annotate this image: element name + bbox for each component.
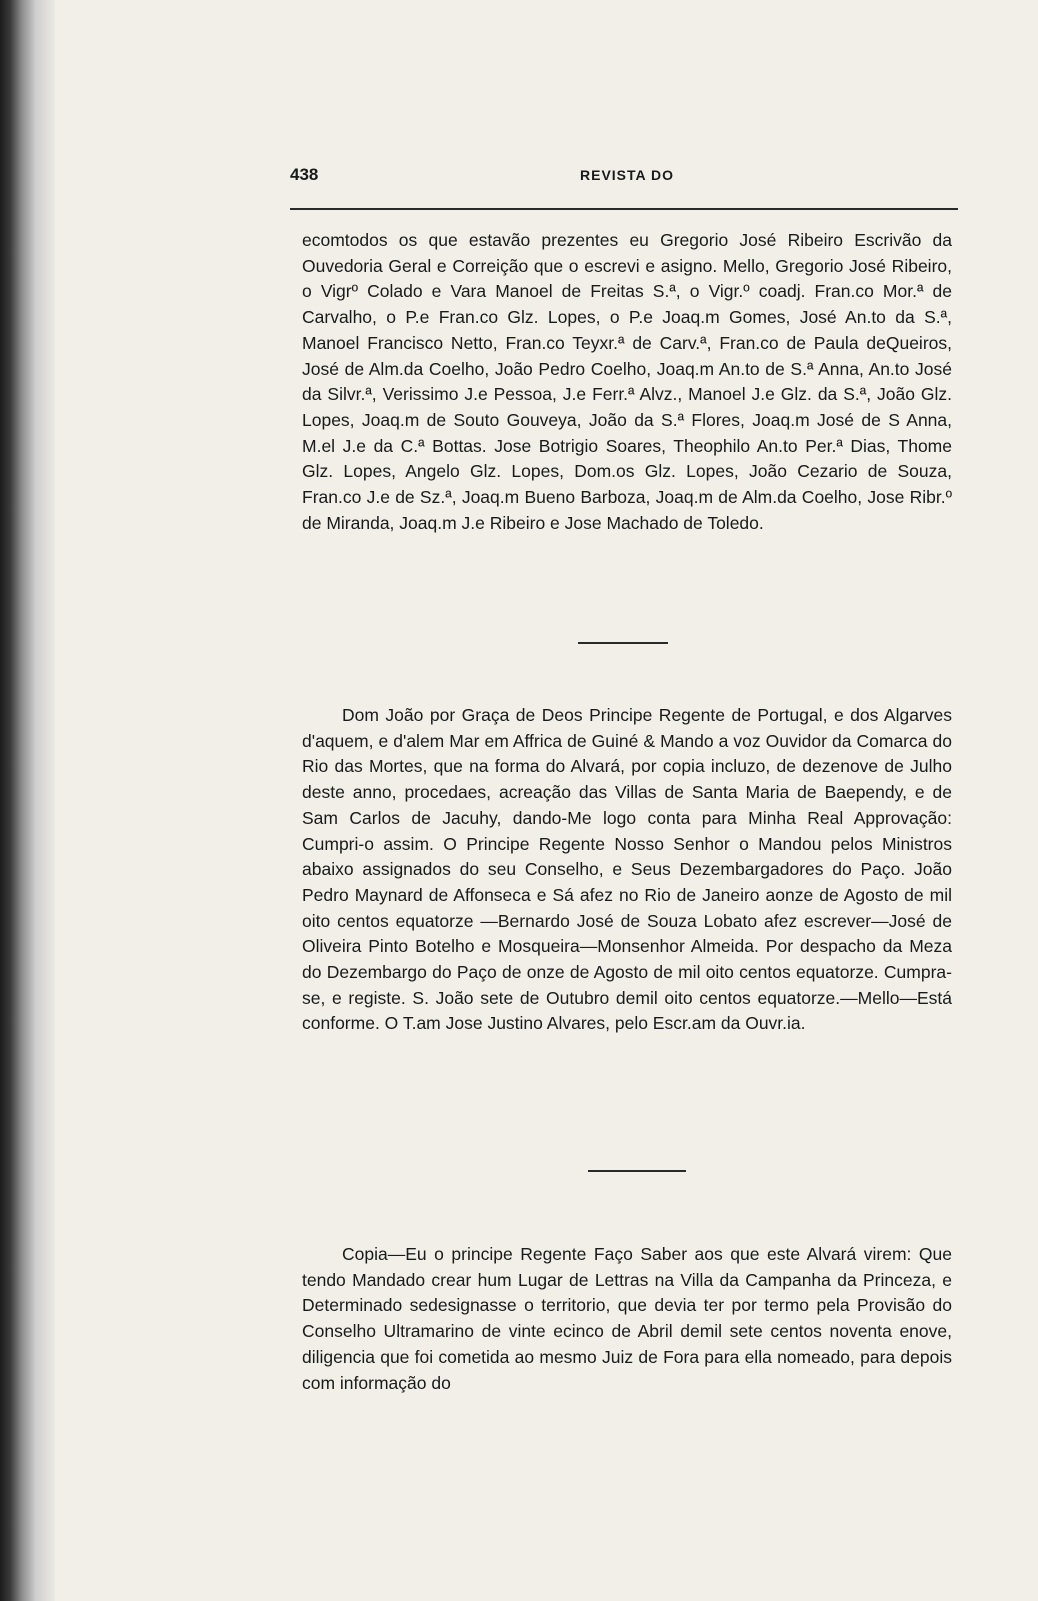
signatories-paragraph: ecomtodos os que estavão prezentes eu Gregorio José Ribeiro Escrivão da Ouvedoria Geral e Correição que o escrevi e asigno. Mello, Gregorio José Ribeiro, o Vigrº Colado e Vara Manoel de Freitas S.ª, o Vigr.º coadj. Fran.co Mor.ª de Carvalho, o P.e Fran.co Glz. Lopes, o P.e Joaq.m Gomes, José An.to da S.ª, Manoel Francisco Netto, Fran.co Teyxr.ª de Carv.ª, Fran.co de Paula deQueiros, José de Alm.da Coelho, João Pedro Coelho, Joaq.m An.to de S.ª Anna, An.to José da Silvr.ª, Verissimo J.e Pessoa, J.e Ferr.ª Alvz., Manoel J.e Glz. da S.ª, João Glz. Lopes, Joaq.m de Souto Gouveya, João da S.ª Flores, Joaq.m José de S Anna, M.el J.e da C.ª Bottas. Jose Botrigio Soares, Theophilo An.to Per.ª Dias, Thome Glz. Lopes, Angelo Glz. Lopes, Dom.os Glz. Lopes, João Cezario de Souza, Fran.co J.e de Sz.ª, Joaq.m Bueno Barboza, Joaq.m de Alm.da Coelho, Jose Ribr.º de Miranda, Joaq.m J.e Ribeiro e Jose Machado de Toledo. [302,230,952,533]
running-title: REVISTA DO [580,167,675,183]
royal-decree-paragraph: Dom João por Graça de Deos Principe Regente de Portugal, e dos Algarves d'aquem, e d'alem Mar em Affrica de Guiné & Mando a voz Ouvidor da Comarca do Rio das Mortes, que na forma do Alvará, por copia incluzo, de dezenove de Julho deste anno, procedaes, acreação das Villas de Santa Maria de Baependy, e de Sam Carlos de Jacuhy, dando-Me logo conta para Minha Real Approvação: Cumpri-o assim. O Principe Regente Nosso Senhor o Mandou pelos Ministros abaixo assignados do seu Conselho, e Seus Dezembargadores do Paço. João Pedro Maynard de Affonseca e Sá afez no Rio de Janeiro aonze de Agosto de mil oito centos equatorze —Bernardo José de Souza Lobato afez escrever—José de Oliveira Pinto Botelho e Mosqueira—Monsenhor Almeida. Por despacho da Meza do Dezembargo do Paço de onze de Agosto de mil oito centos equatorze. Cumpra-se, e registe. S. João sete de Outubro demil oito centos equatorze.—Mello—Está conforme. O T.am Jose Justino Alvares, pelo Escr.am da Ouvr.ia. [302,705,952,1034]
section-signatories [302,228,952,536]
alvara-copy-paragraph: Copia—Eu o principe Regente Faço Saber aos que este Alvará virem: Que tendo Mandado crear hum Lugar de Lettras na Villa da Campanha da Princeza, e Determinado sedesignasse o territorio, que devia ter por termo pela Provisão do Conselho Ultramarino de vinte ecinco de Abril demil sete centos noventa enove, diligencia que foi cometida ao mesmo Juiz de Fora para ella nomeado, para depois com informação do [302,1244,952,1393]
document-page [290,0,970,1601]
section-royal-decree [302,703,952,1037]
scan-binding-edge [0,0,55,1601]
page-number: 438 [290,165,319,184]
page-header [290,165,960,195]
section-separator [588,1170,686,1172]
section-alvara-copy [302,1242,952,1396]
section-separator [578,642,668,644]
header-rule [290,208,958,210]
